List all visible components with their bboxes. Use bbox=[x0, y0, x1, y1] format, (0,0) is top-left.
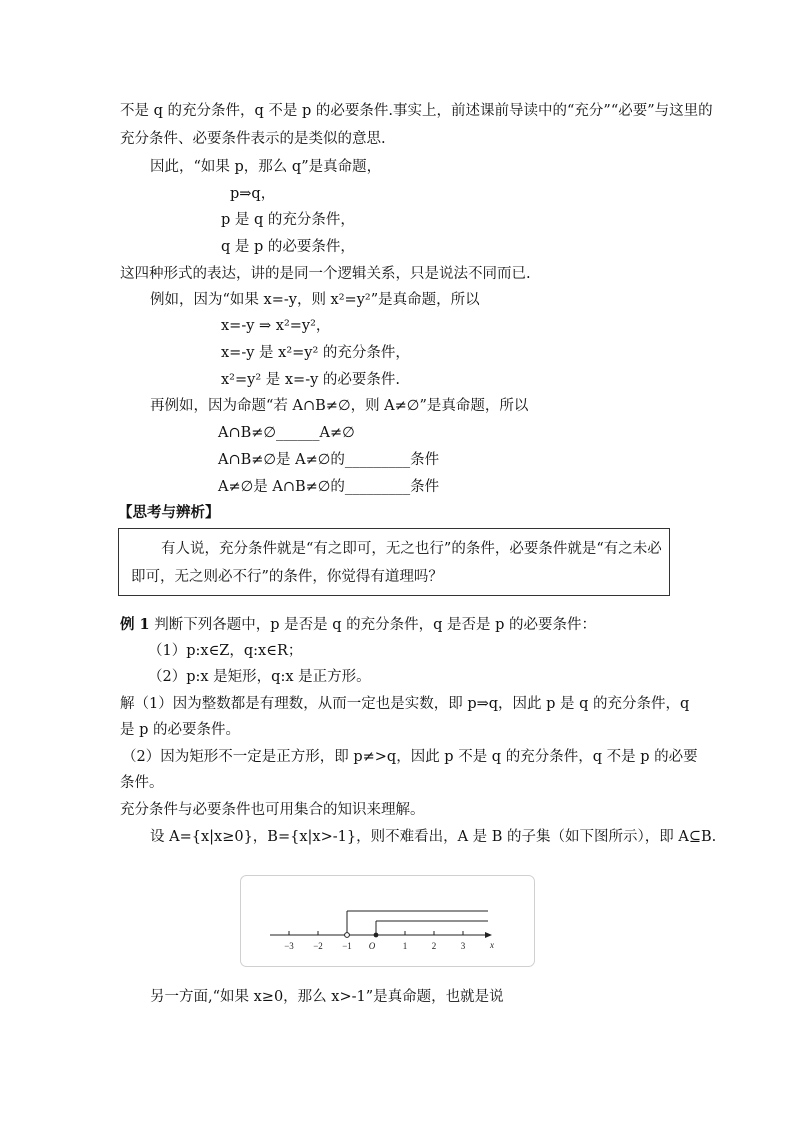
example-b-line-1: A∩B≠∅______A≠∅ bbox=[218, 425, 355, 441]
example-a-line-1: x=-y ⇒ x²=y²， bbox=[221, 318, 331, 334]
tick-label: 2 bbox=[431, 941, 437, 951]
number-line-figure bbox=[240, 875, 535, 967]
example-a-intro: 例如，因为“如果 x=-y，则 x²=y²”是真命题，所以 bbox=[150, 292, 480, 308]
axis-label: x bbox=[490, 940, 494, 950]
example-b-intro: 再例如，因为命题“若 A∩B≠∅，则 A≠∅”是真命题，所以 bbox=[150, 398, 529, 414]
example-b-line-2: A∩B≠∅是 A≠∅的_________条件 bbox=[218, 452, 440, 468]
think-heading: 【思考与辨析】 bbox=[118, 504, 220, 521]
example-1-label: 例 1 bbox=[120, 616, 150, 633]
solution-1-line-1: 解（1）因为整数都是有理数，从而一定也是实数，即 p⇒q，因此 p 是 q 的充分条件，q bbox=[120, 696, 690, 712]
tick-label: −3 bbox=[284, 941, 294, 951]
solution-2-line-1: （2）因为矩形不一定是正方形，即 p≠>q，因此 p 不是 q 的充分条件，q 不是 p 的必要 bbox=[122, 749, 698, 765]
example-a-line-3: x²=y² 是 x=-y 的必要条件. bbox=[221, 372, 400, 388]
think-box bbox=[118, 528, 670, 596]
solution-2-line-2: 条件。 bbox=[120, 775, 164, 791]
form-necessary: q 是 p 的必要条件， bbox=[221, 239, 355, 255]
form-sufficient: p 是 q 的充分条件， bbox=[221, 212, 355, 228]
intro-line-1: 不是 q 的充分条件，q 不是 p 的必要条件.事实上，前述课前导读中的“充分”“必要”与这里的 bbox=[120, 103, 713, 119]
solution-1-line-2: 是 p 的必要条件。 bbox=[120, 722, 240, 738]
set-b-open-point bbox=[345, 933, 350, 938]
intro-line-2: 充分条件、必要条件表示的是类似的意思. bbox=[120, 131, 386, 147]
example-1-item-2: （2）p:x 是矩形，q:x 是正方形。 bbox=[148, 669, 371, 685]
form-implication: p⇒q， bbox=[230, 186, 276, 202]
forms-intro: 因此，“如果 p，那么 q”是真命题， bbox=[150, 159, 382, 175]
example-a-line-2: x=-y 是 x²=y² 的充分条件， bbox=[221, 345, 410, 361]
tick-label: 1 bbox=[402, 941, 408, 951]
tick-label: 3 bbox=[460, 941, 466, 951]
example-b-line-3: A≠∅是 A∩B≠∅的_________条件 bbox=[218, 479, 440, 495]
set-a-closed-point bbox=[374, 933, 379, 938]
think-line-1: 有人说，充分条件就是“有之即可，无之也行”的条件，必要条件就是“有之未必 bbox=[161, 541, 662, 557]
sets-line-1: 充分条件与必要条件也可用集合的知识来理解。 bbox=[120, 802, 425, 818]
example-1-question: 判断下列各题中，p 是否是 q 的充分条件，q 是否是 p 的必要条件： bbox=[154, 617, 597, 633]
example-1-item-1: （1）p:x∈Z，q:x∈R； bbox=[148, 643, 303, 659]
think-line-2: 即可，无之则必不行”的条件，你觉得有道理吗？ bbox=[131, 569, 443, 585]
tick-label: −1 bbox=[342, 941, 352, 951]
example-1-heading bbox=[120, 615, 596, 635]
tick-label: −2 bbox=[313, 941, 323, 951]
tick-label: O bbox=[368, 941, 376, 951]
forms-conclusion: 这四种形式的表达，讲的是同一个逻辑关系，只是说法不同而已. bbox=[120, 266, 531, 282]
closing-line: 另一方面,“如果 x≥0，那么 x>-1”是真命题，也就是说 bbox=[150, 989, 504, 1005]
sets-line-2: 设 A={x|x≥0}，B={x|x>-1}，则不难看出，A 是 B 的子集（如下图所示），即 A⊆B. bbox=[150, 829, 717, 845]
